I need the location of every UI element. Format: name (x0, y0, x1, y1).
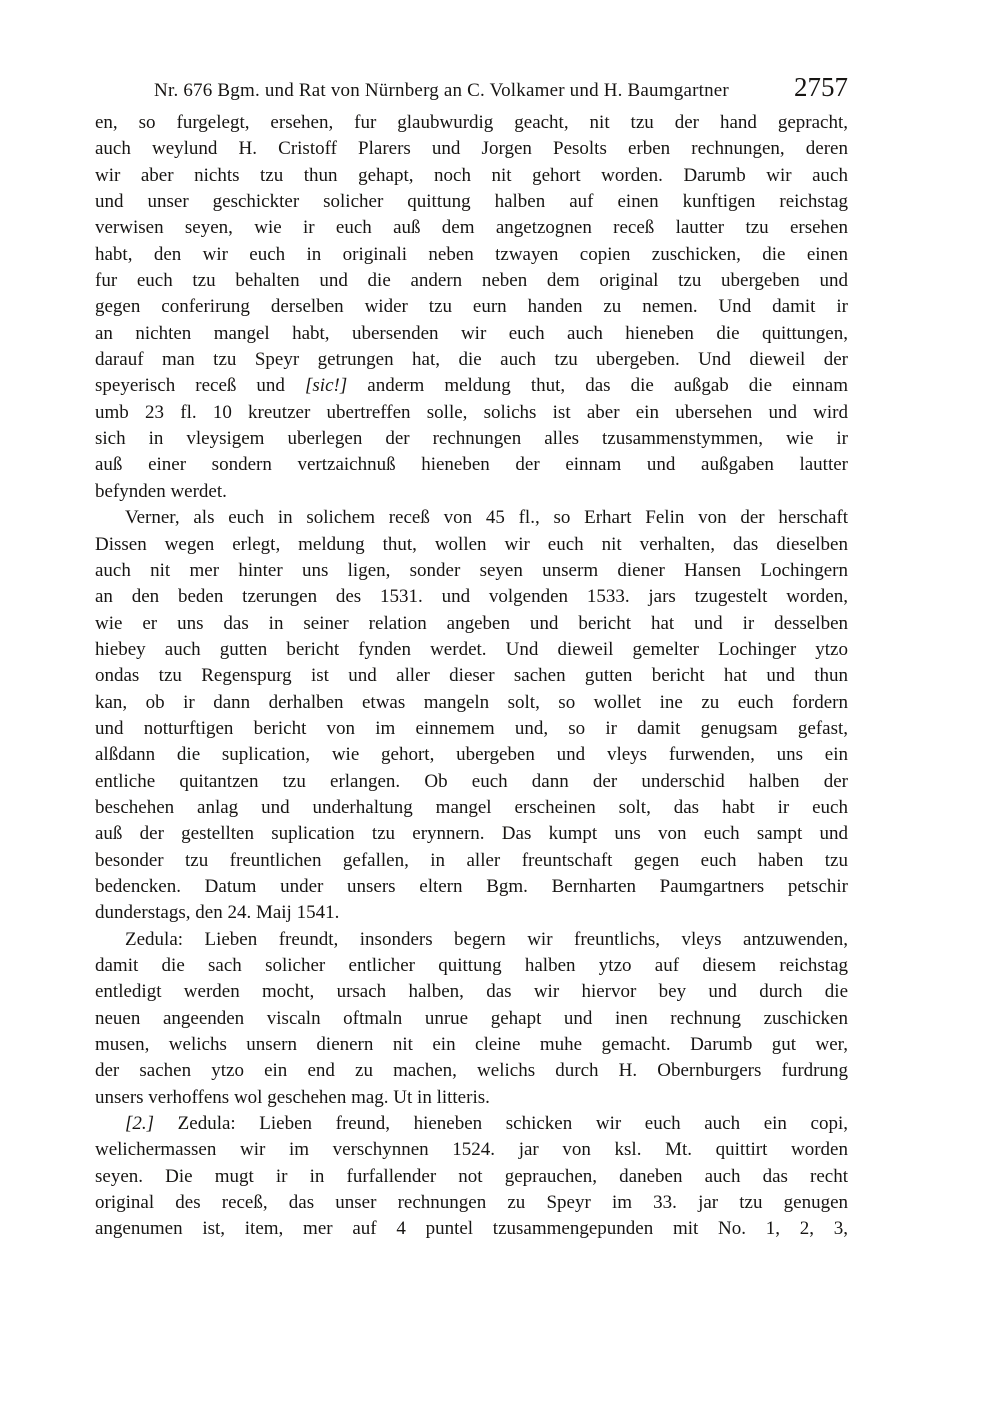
text-line (95, 452, 848, 478)
text-line (95, 1111, 848, 1137)
text-line (95, 874, 848, 900)
text-line (95, 400, 848, 426)
text-run: Zedula: Lieben freund, hieneben schicken wir euch auch ein copi, (154, 1113, 848, 1135)
text-run: auch nit mer hinter uns ligen, sonder seyen unserm diener Hansen Lochingern (95, 559, 848, 581)
text-run: Zedula: Lieben freundt, insonders begern wir freuntlichs, vleys antzuwenden, (125, 928, 848, 950)
text-line (95, 373, 848, 399)
text-line (95, 294, 848, 320)
text-line (95, 1190, 848, 1216)
text-run: und notturftigen bericht von im einnemem und, so ir damit genugsam gefast, (95, 717, 848, 739)
text-line (95, 611, 848, 637)
text-run: sich in vleysigem uberlegen der rechnungen alles tzusammenstymmen, wie ir (95, 428, 848, 450)
text-run: dunderstags, den 24. Maij 1541. (95, 902, 340, 924)
text-run: befynden werdet. (95, 480, 227, 502)
paragraph (95, 110, 848, 505)
text-run: alßdann die suplication, wie gehort, ubergeben und vleys furwenden, uns ein (95, 744, 848, 766)
text-run: entledigt werden mocht, ursach halben, das wir hiervor bey und durch die (95, 981, 848, 1003)
paragraph (95, 927, 848, 1111)
text-line (95, 110, 848, 136)
running-head: Nr. 676 Bgm. und Rat von Nürnberg an C. Volkamer und H. Baumgartner (154, 80, 729, 101)
text-run: musen, welichs unsern dienern nit ein cleine muhe gemacht. Darumb gut wer, (95, 1034, 848, 1056)
text-run: seyen. Die mugt ir in furfallender not geprauchen, daneben auch das recht (95, 1165, 848, 1187)
paragraph (95, 1111, 848, 1243)
page-header (95, 72, 848, 104)
text-line (95, 979, 848, 1005)
text-line (95, 953, 848, 979)
text-run: bedencken. Datum under unsers eltern Bgm. Bernharten Paumgartners petschir (95, 875, 848, 897)
text-line (95, 769, 848, 795)
text-run: an den beden tzerungen des 1531. und volgenden 1533. jars tzugestelt worden, (95, 586, 848, 608)
text-line (95, 690, 848, 716)
text-run: entliche quitantzen tzu erlangen. Ob euch dann der underschid halben der (95, 770, 848, 792)
text-run: welichermassen wir im verschynnen 1524. jar von ksl. Mt. quittirt worden (95, 1139, 848, 1161)
text-run: umb 23 fl. 10 kreutzer ubertreffen solle, solichs ist aber ein ubersehen und wird (95, 401, 848, 423)
text-run: und unser geschickter solicher quittung halben auf einen kunftigen reichstag (95, 191, 848, 213)
text-line (95, 900, 848, 926)
text-line (95, 215, 848, 241)
text-line (95, 426, 848, 452)
text-line (95, 242, 848, 268)
text-line (95, 136, 848, 162)
text-run: angenumen ist, item, mer auf 4 puntel tzusammengepunden mit No. 1, 2, 3, (95, 1218, 848, 1240)
text-line (95, 1137, 848, 1163)
text-line (95, 795, 848, 821)
text-run: hiebey auch gutten bericht fynden werdet. Und dieweil gemelter Lochinger ytzo (95, 638, 848, 660)
text-line (95, 1216, 848, 1242)
text-line (95, 584, 848, 610)
text-line (95, 848, 848, 874)
text-run: unsers verhoffens wol geschehen mag. Ut in litteris. (95, 1086, 490, 1108)
text-line (95, 189, 848, 215)
text-line (95, 927, 848, 953)
text-run: verwisen seyen, wie ir euch auß dem angetzognen receß lautter tzu ersehen (95, 217, 848, 239)
text-run: auß einer sondern vertzaichnuß hieneben der einnam und außgaben lautter (95, 454, 848, 476)
text-run: an nichten mangel habt, ubersenden wir euch auch hieneben die quittungen, (95, 322, 848, 344)
text-run: neuen angeenden viscaln oftmaln unrue gehapt und inen rechnung zuschicken (95, 1007, 848, 1029)
text-line (95, 268, 848, 294)
text-run: habt, den wir euch in originali neben tzwayen copien zuschicken, die einen (95, 243, 848, 265)
text-run: darauf man tzu Speyr getrungen hat, die auch tzu ubergeben. Und dieweil der (95, 349, 848, 371)
text-run: auch weylund H. Cristoff Plarers und Jorgen Pesolts erben rechnungen, deren (95, 138, 848, 160)
text-run: gegen conferirung derselben wider tzu eurn handen zu nemen. Und damit ir (95, 296, 848, 318)
text-line (95, 1085, 848, 1111)
text-line (95, 637, 848, 663)
text-line (95, 321, 848, 347)
text-run: kan, ob ir dann derhalben etwas mangeln solt, so wollet ine zu euch fordern (95, 691, 848, 713)
text-run: Verner, als euch in solichem receß von 45 fl., so Erhart Felin von der herschaft (125, 507, 848, 529)
text-run: wir aber nichts tzu thun gehapt, noch nit gehort worden. Darumb wir auch (95, 164, 848, 186)
text-run: besonder tzu freuntlichen gefallen, in aller freuntschaft gegen euch haben tzu (95, 849, 848, 871)
text-line (95, 663, 848, 689)
text-line (95, 1164, 848, 1190)
letter-body (95, 110, 848, 1243)
text-run: ondas tzu Regenspurg ist und aller dieser sachen gutten bericht hat und thun (95, 665, 848, 687)
italic-run: [2.] (125, 1113, 155, 1135)
text-run: anderm meldung thut, das die außgab die einnam (347, 375, 848, 397)
text-line (95, 742, 848, 768)
text-line (95, 716, 848, 742)
text-run: original des receß, das unser rechnungen zu Speyr im 33. jar tzu genugen (95, 1192, 848, 1214)
text-run: der sachen ytzo ein end zu machen, welichs durch H. Obernburgers furdrung (95, 1060, 848, 1082)
text-line (95, 821, 848, 847)
text-run: wie er uns das in seiner relation angeben und bericht hat und ir desselben (95, 612, 848, 634)
text-run: Dissen wegen erlegt, meldung thut, wollen wir euch nit verhalten, das dieselben (95, 533, 848, 555)
text-run: speyerisch receß und (95, 375, 305, 397)
text-line (95, 347, 848, 373)
page-number: 2757 (794, 72, 848, 102)
text-run: beschehen anlag und underhaltung mangel erscheinen solt, das habt ir euch (95, 796, 848, 818)
text-run: damit die sach solicher entlicher quittung halben ytzo auf diesem reichstag (95, 955, 848, 976)
text-line (95, 1032, 848, 1058)
text-line (95, 1058, 848, 1084)
italic-run: [sic!] (305, 375, 348, 397)
text-line (95, 1006, 848, 1032)
paragraph (95, 505, 848, 927)
text-run: auß der gestellten suplication tzu erynnern. Das kumpt uns von euch sampt und (95, 823, 848, 845)
text-line (95, 479, 848, 505)
text-line (95, 558, 848, 584)
text-line (95, 532, 848, 558)
text-run: en, so furgelegt, ersehen, fur glaubwurdig geacht, nit tzu der hand gepracht, (95, 112, 848, 133)
text-run: fur euch tzu behalten und die andern neben dem original tzu ubergeben und (95, 270, 848, 292)
text-line (95, 163, 848, 189)
text-line (95, 505, 848, 531)
